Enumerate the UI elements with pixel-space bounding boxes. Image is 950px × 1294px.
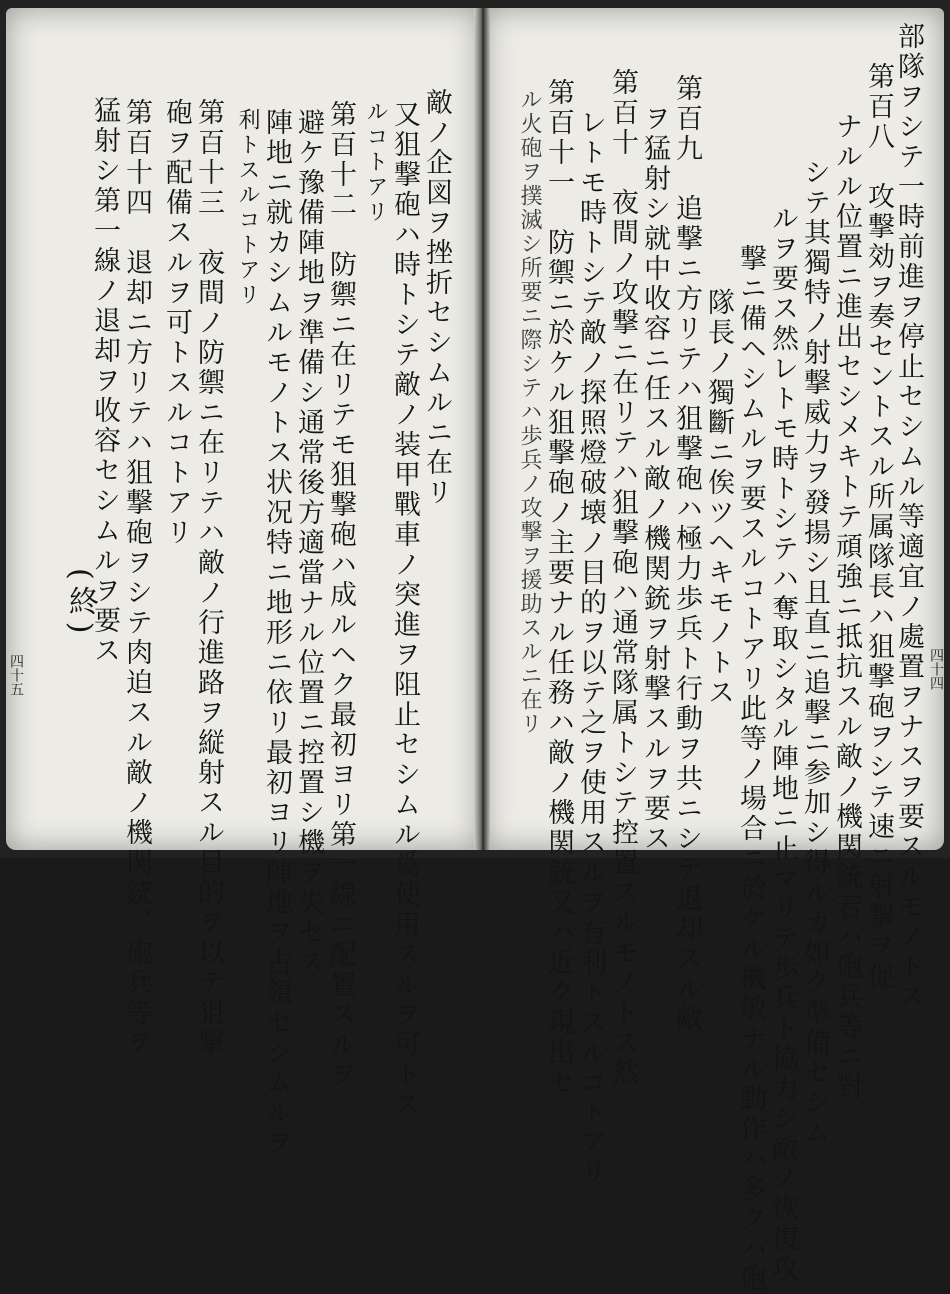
text-column: ルヲ要ス然レトモ時トシテハ奪取シタル陣地ニ止マリテ歩兵ト協力シ敵ノ恢復攻 (767, 204, 798, 1284)
text-column: 陣地ニ就カシムルモノトス状况特ニ地形ニ依リ最初ヨリ陣地ヲ占領セシムルヲ (261, 108, 292, 1158)
page-number: 四十五 (8, 654, 24, 696)
text-column: 第百九 追撃ニ方リテハ狙撃砲ハ極力歩兵ト行動ヲ共ニシテ退却スル敵 (671, 74, 702, 1034)
text-column: 撃ニ備ヘシムルヲ要スルコトアリ此等ノ場合ニ於ケル機敏ナル動作ハ多クハ砲 (735, 244, 766, 1294)
text-column: 第百十二 防禦ニ在リテモ狙撃砲ハ成ルヘク最初ヨリ第一線ニ配置スルヲ (325, 100, 356, 1090)
text-column: ヲ猛射シ就中收容ニ任スル敵ノ機関銃ヲ射撃スルヲ要ス (639, 104, 670, 854)
text-column: 部隊ヲシテ一時前進ヲ停止セシムル等適宜ノ處置ヲナスヲ要スルモノトス (893, 22, 924, 1012)
text-column: 第百八 攻撃効ヲ奏セントスル所属隊長ハ狙撃砲ヲシテ速ニ射撃ヲ促 (863, 62, 894, 992)
text-column: 敵ノ企図ヲ挫折セシムルニ在リ (421, 88, 452, 508)
faint-text-column: ル火砲ヲ撲滅シ所要ニ際シテハ歩兵ノ攻撃ヲ援助スルニ在リ (517, 88, 542, 736)
text-column: 第百十 夜間ノ攻撃ニ在リテハ狙撃砲ハ通常隊属トシテ控置スルモノトス然 (607, 68, 638, 1088)
text-column: 利トスルコトアリ (235, 108, 260, 308)
text-column: 避ケ豫備陣地ヲ準備シ通常後方適當ナル位置ニ控置シ機ヲ失セス (293, 108, 324, 978)
end-mark: (終) (63, 568, 98, 640)
text-column: 砲ヲ配備スルヲ可トスルコトアリ (161, 98, 192, 548)
text-column: 第百十一 防禦ニ於ケル狙撃砲ノ主要ナル任務ハ敵ノ機関銃又ハ近ク現出セ (543, 78, 574, 1098)
text-column: 隊長ノ獨斷ニ俟ツヘキモノトス (703, 288, 734, 708)
text-column: ルコトアリ (363, 100, 388, 225)
text-column: レトモ時トシテ敵ノ探照燈破壊ノ目的ヲ以テ之ヲ使用スルヲ有利トスルコトアリ (575, 108, 606, 1188)
left-page (6, 8, 480, 1158)
text-column: 又狙撃砲ハ時トシテ敵ノ装甲戰車ノ突進ヲ阻止セシムル爲使用スルヲ可トス (389, 100, 420, 1120)
text-column: シテ其獨特ノ射撃威力ヲ發揚シ且直ニ追撃ニ参加シ得ルカ如ク準備セシム (799, 158, 830, 1148)
page-number: 四十四 (928, 648, 944, 690)
text-column: 第百十四 退却ニ方リテハ狙撃砲ヲシテ肉迫スル敵ノ機関銃、砲兵等ヲ (121, 98, 152, 1058)
right-page (484, 8, 944, 1294)
book-gutter (474, 8, 490, 850)
text-column: 第百十三 夜間ノ防禦ニ在リテハ敵ノ行進路ヲ縦射スル目的ヲ以テ狙撃 (193, 98, 224, 1058)
text-column: 猛射シ第一線ノ退却ヲ收容セシムルヲ要ス (89, 96, 120, 666)
text-column: ナルル位置ニ進出セシメキトテ頑強ニ抵抗スル敵ノ機関銃若ハ砲兵等ニ對 (831, 112, 862, 1102)
